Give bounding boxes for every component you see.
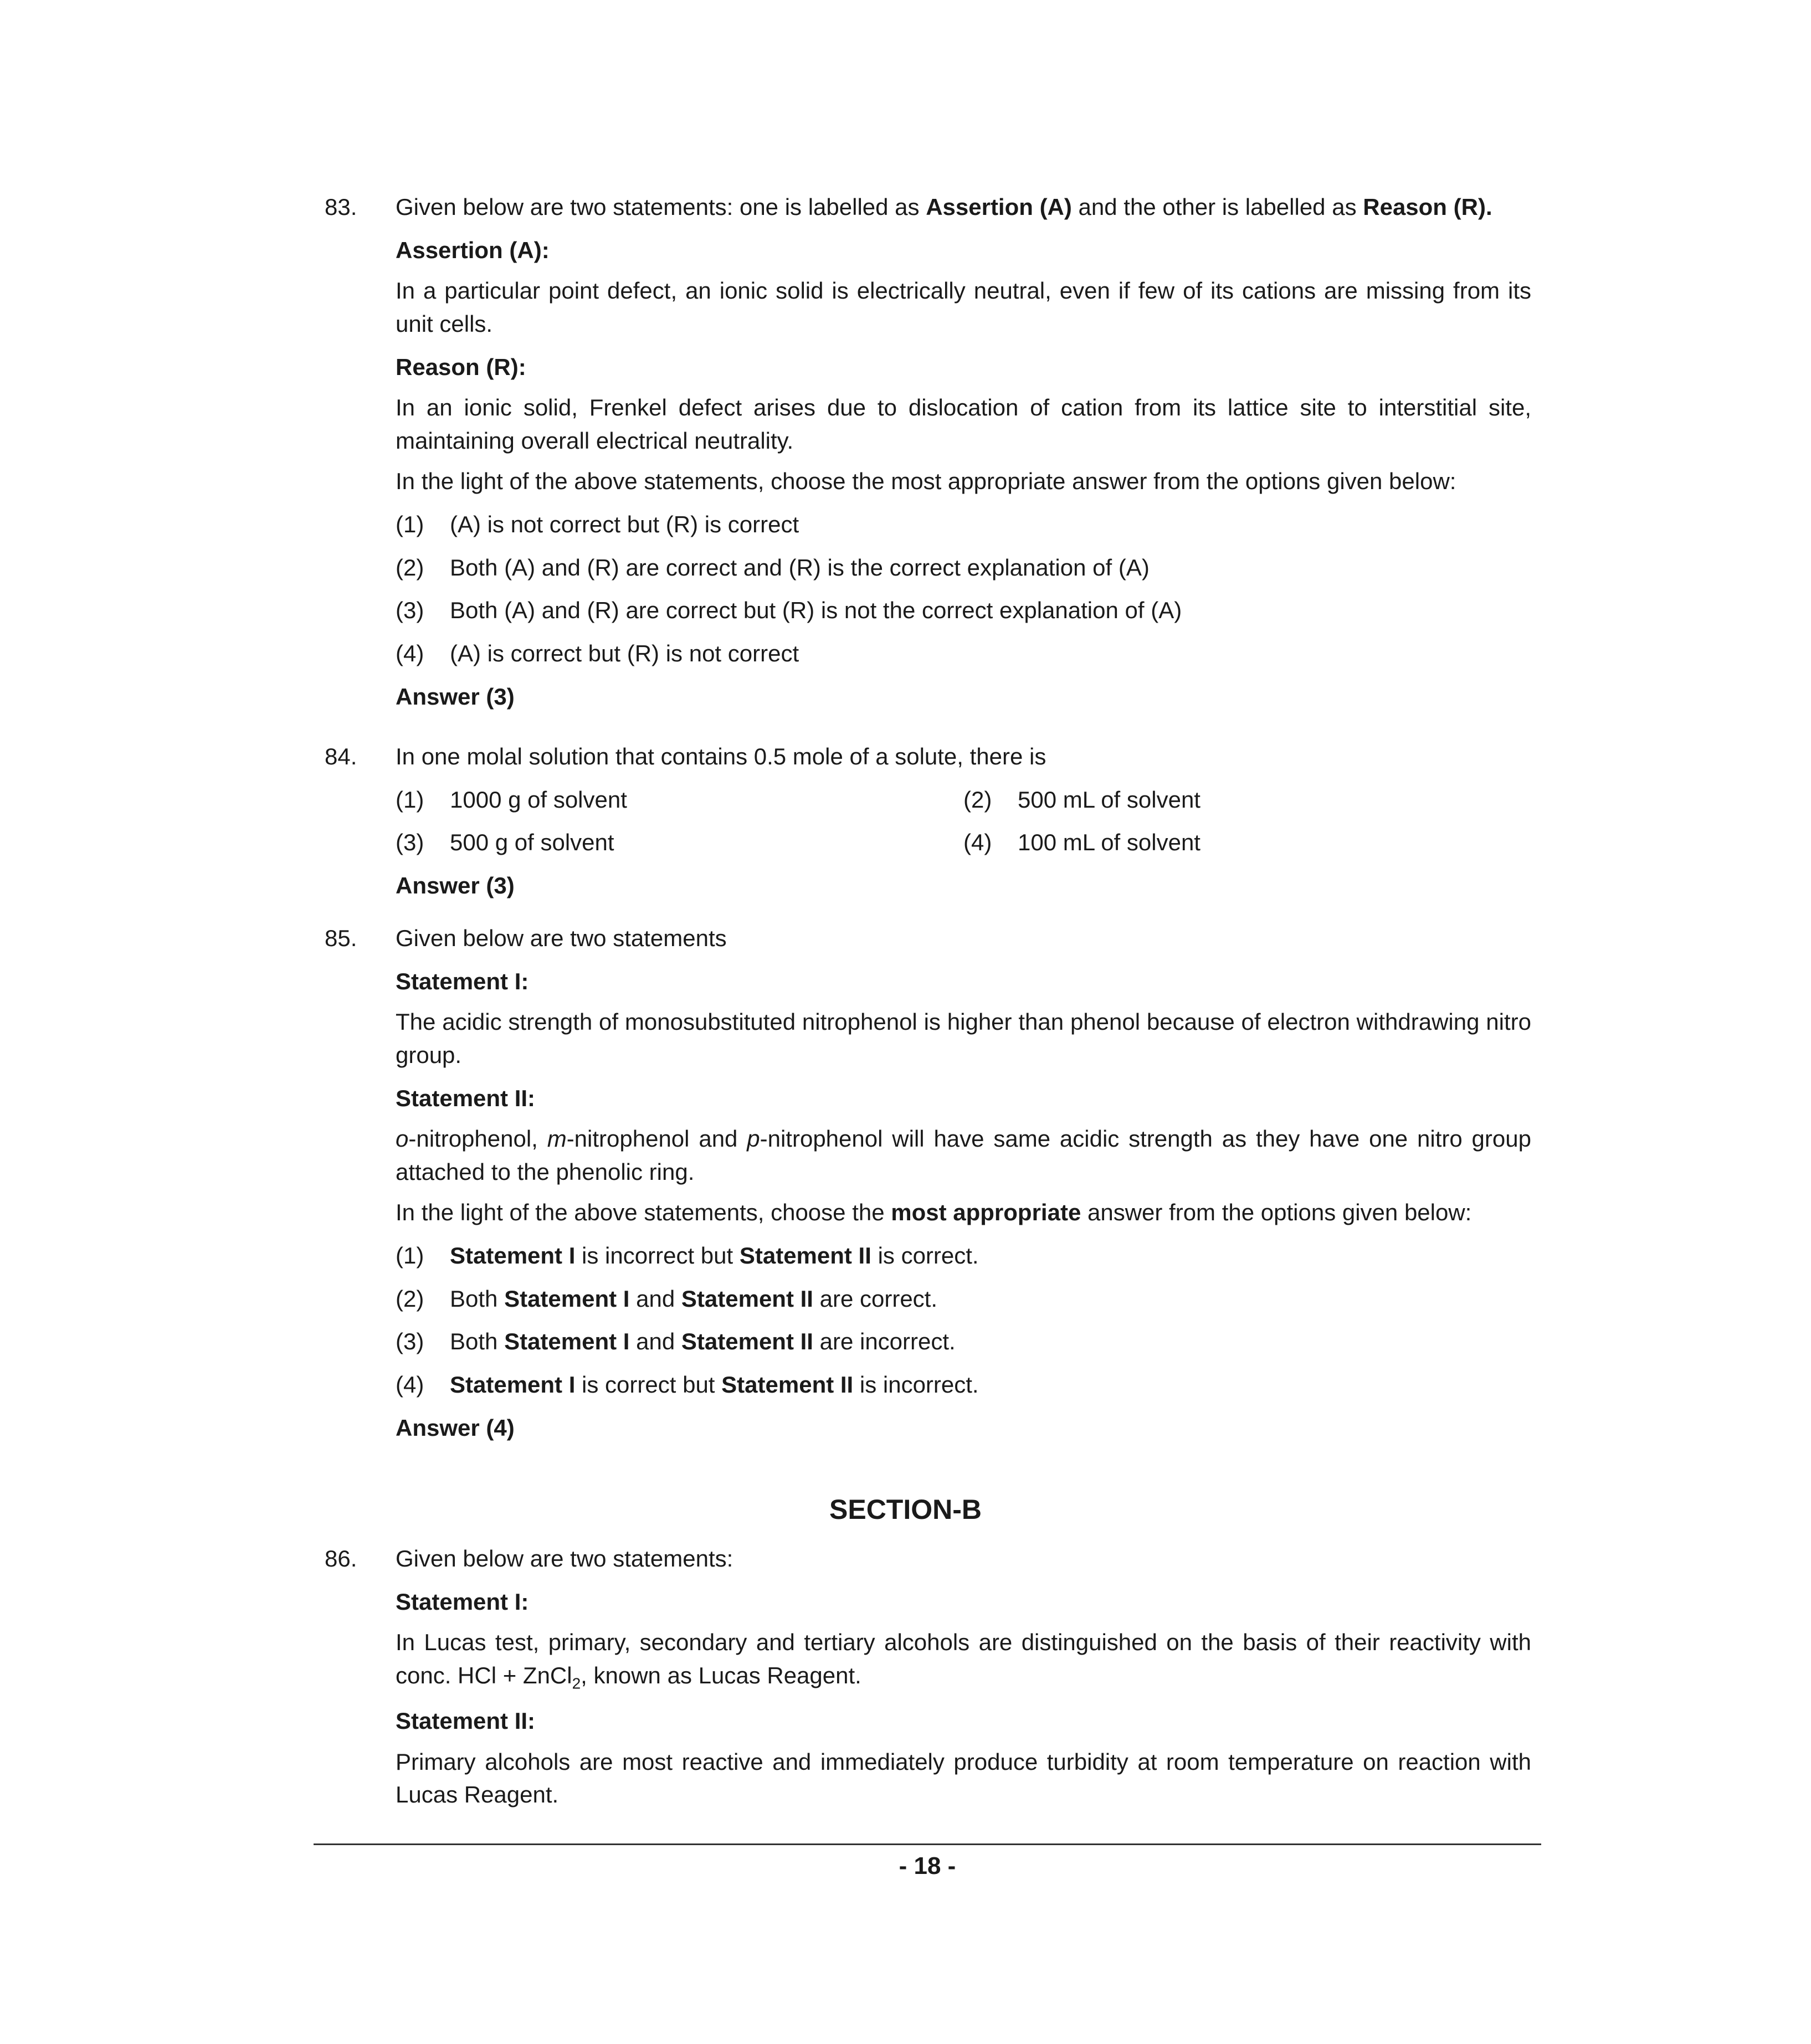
statement-1-text: In Lucas test, primary, secondary and tertiary alcohols are distinguished on the basis of their reactivity with conc. HCl + ZnCl$_2$, known as Lucas Reagent. — [396, 1629, 1531, 1692]
option-2: (2) Both Statement I and Statement II are correct. — [396, 1285, 938, 1312]
answer: Answer (4) — [396, 1414, 515, 1441]
option-3: (3) Both (A) and (R) are correct but (R) is not the correct explanation of (A) — [396, 597, 1182, 624]
section-title: SECTION-B — [829, 1494, 982, 1525]
statement-1-label: Statement I: — [396, 968, 529, 994]
statement-2-text: o-nitrophenol, m-nitrophenol and p-nitrophenol will have same acidic strength as they have one nitro group attached to the phenolic ring. — [396, 1126, 1531, 1185]
option-1: (1) 1000 g of solvent — [396, 786, 627, 813]
option-3: (3) 500 g of solvent — [396, 829, 614, 856]
assertion-label: Assertion (A): — [396, 237, 550, 263]
question-85 — [325, 922, 1543, 1444]
reason-text: In an ionic solid, Frenkel defect arises due to dislocation of cation from its lattice site to interstitial site, maintaining overall electrical neutrality. — [396, 394, 1531, 454]
option-2: (2) 500 mL of solvent — [963, 786, 1201, 813]
question-number: 84. — [325, 743, 357, 769]
question-intro: Given below are two statements — [396, 925, 727, 951]
options-row-1 — [396, 783, 1531, 816]
option-4: (4) 100 mL of solvent — [963, 829, 1201, 856]
question-prompt: In the light of the above statements, choose the most appropriate answer from the options given below: — [396, 468, 1456, 495]
question-84 — [325, 740, 1543, 902]
question-86 — [325, 1542, 1543, 1811]
option-4: (4) Statement I is correct but Statement II is incorrect. — [396, 1371, 979, 1398]
option-4: (4) (A) is correct but (R) is not correct — [396, 640, 799, 666]
question-number: 86. — [325, 1545, 357, 1571]
question-text: In one molal solution that contains 0.5 mole of a solute, there is — [396, 743, 1046, 769]
question-number: 85. — [325, 925, 357, 951]
statement-2-text: Primary alcohols are most reactive and immediately produce turbidity at room temperature on reaction with Lucas Reagent. — [396, 1748, 1531, 1808]
options-row-2 — [396, 826, 1531, 859]
option-1: (1) Statement I is incorrect but Statement II is correct. — [396, 1242, 979, 1268]
page-number: - 18 - — [899, 1852, 956, 1879]
footer-divider — [314, 1843, 1541, 1845]
option-3: (3) Both Statement I and Statement II are incorrect. — [396, 1328, 956, 1355]
answer: Answer (3) — [396, 872, 515, 898]
answer: Answer (3) — [396, 683, 515, 710]
statement-2-label: Statement II: — [396, 1708, 536, 1734]
statement-1-text: The acidic strength of monosubstituted nitrophenol is higher than phenol because of electron withdrawing nitro group. — [396, 1009, 1531, 1068]
assertion-text: In a particular point defect, an ionic solid is electrically neutral, even if few of its cations are missing from its unit cells. — [396, 278, 1531, 337]
reason-label: Reason (R): — [396, 353, 526, 380]
statement-2-label: Statement II: — [396, 1085, 536, 1111]
question-83 — [325, 191, 1543, 713]
question-intro: Given below are two statements: — [396, 1545, 733, 1571]
question-intro: Given below are two statements: one is labelled as Assertion (A) and the other is labelled as Reason (R). — [396, 194, 1492, 220]
statement-1-label: Statement I: — [396, 1588, 529, 1615]
question-prompt: In the light of the above statements, choose the most appropriate answer from the options given below: — [396, 1199, 1472, 1226]
option-2: (2) Both (A) and (R) are correct and (R) is the correct explanation of (A) — [396, 554, 1150, 581]
question-number: 83. — [325, 194, 357, 220]
option-1: (1) (A) is not correct but (R) is correct — [396, 511, 799, 537]
